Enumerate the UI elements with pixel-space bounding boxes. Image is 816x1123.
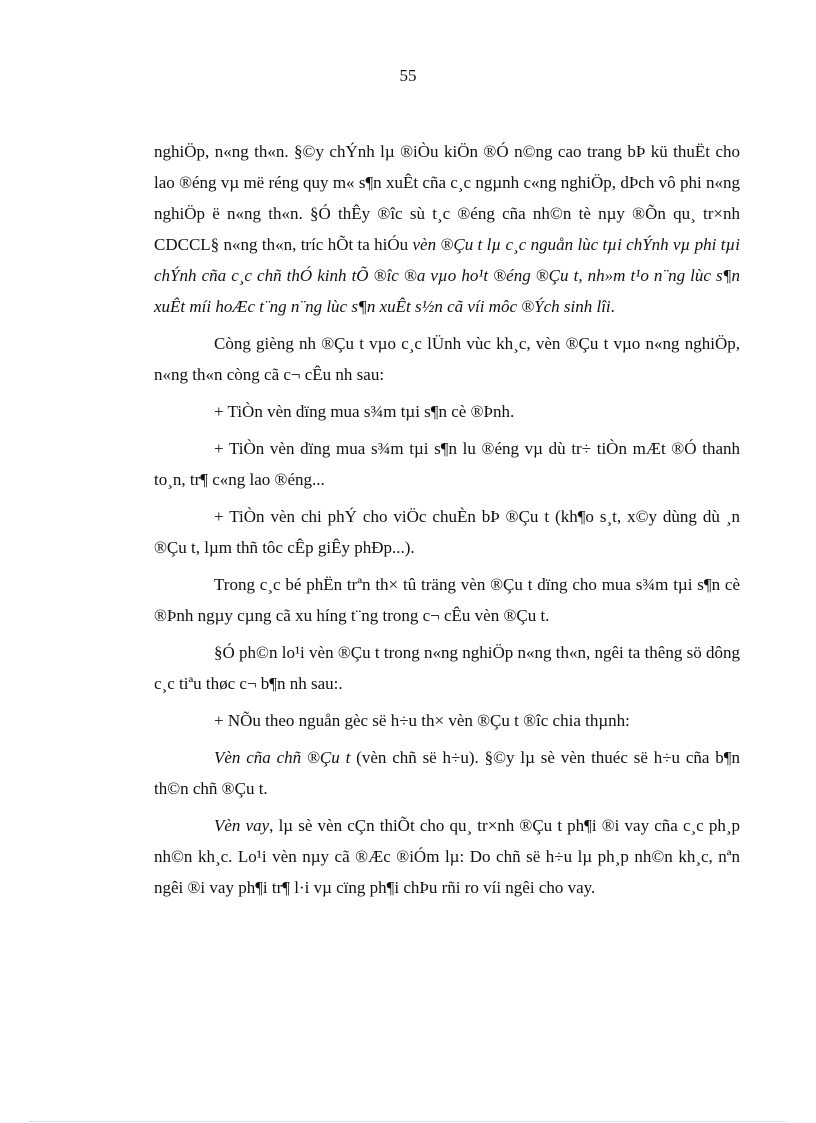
paragraph-7: §Ó ph©n lo¹i vèn ®Çu t trong n«ng nghiÖp n«ng th«n, ngêi ta thêng sö dông c¸c tiªu thøc c¬ b¶n nh sau:.	[154, 643, 740, 693]
page-number: 55	[399, 66, 417, 85]
paragraph-1	[154, 136, 740, 322]
list-item-fixed-assets: + TiÒn vèn dïng mua s¾m tµi s¶n cè ®Þnh.	[214, 402, 515, 421]
document-body	[154, 136, 740, 909]
paragraph-2: Còng gièng nh ®Çu t vµo c¸c lÜnh vùc kh¸c, vèn ®Çu t vµo n«ng nghiÖp, n«ng th«n còng cã c¬ cÊu nh sau:	[154, 334, 740, 384]
paragraph-6: Trong c¸c bé phËn trªn th× tû träng vèn ®Çu t dïng cho mua s¾m tµi s¶n cè ®Þnh ngµy cµng cã xu híng t¨ng trong c¬ cÊu vèn ®Çu t.	[154, 575, 740, 625]
list-item-preparation-costs: + TiÒn vèn chi phÝ cho viÖc chuÈn bÞ ®Çu t (kh¶o s¸t, x©y dùng dù ¸n ®Çu t, lµm thñ tôc cÊp giÊy phÐp...).	[154, 507, 740, 557]
investment-definition: vèn ®Çu t lµ c¸c nguån lùc tµi chÝnh vµ phi tµi chÝnh cña c¸c chñ thÓ kinh tÕ ®îc ®a vµo ho¹t ®éng ®Çu t, nh»m t¹o n¨ng lùc s¶n xuÊt míi hoÆc t¨ng n¨ng lùc s¶n xuÊt s½n cã víi môc ®Ých sinh lîi	[154, 235, 740, 316]
paragraph-equity-capital	[154, 742, 740, 804]
page-bottom-divider	[30, 1121, 786, 1122]
equity-capital-term: Vèn cña chñ ®Çu t	[214, 748, 351, 767]
paragraph-1-text: nghiÖp, n«ng th«n. §©y chÝnh lµ ®iÒu kiÖn ®Ó n©ng cao trang bÞ kü thuËt cho lao ®éng vµ më réng quy m« s¶n xuÊt cña c¸c ngµnh c«ng nghiÖp, dÞch vô phi n«ng nghiÖp ë n«ng th«n. §Ó thÊy ®îc sù t¸c ®éng cña nh©n tè nµy ®Õn qu¸ tr×nh CDCCL§ n«ng th«n, tríc hÕt ta hiÓu	[154, 142, 740, 254]
paragraph-loan-capital	[154, 810, 740, 903]
loan-capital-term: Vèn vay	[214, 816, 270, 835]
equity-capital-text: (vèn chñ së h÷u). §©y lµ sè vèn thuéc së h÷u cña b¶n th©n chñ ®Çu t.	[154, 748, 740, 798]
paragraph-1-end: .	[610, 297, 615, 316]
loan-capital-text: , lµ sè vèn cÇn thiÕt cho qu¸ tr×nh ®Çu t ph¶i ®i vay cña c¸c ph¸p nh©n kh¸c. Lo¹i vèn nµy cã ®Æc ®iÓm lµ: Do chñ së h÷u lµ ph¸p nh©n kh¸c, nªn ngêi ®i vay ph¶i tr¶ l·i vµ cïng ph¶i chÞu rñi ro víi ngêi cho vay.	[154, 816, 740, 897]
list-item-current-assets: + TiÒn vèn dïng mua s¾m tµi s¶n lu ®éng vµ dù tr÷ tiÒn mÆt ®Ó thanh to¸n, tr¶ c«ng lao ®éng...	[154, 439, 740, 489]
list-item-ownership: + NÕu theo nguån gèc së h÷u th× vèn ®Çu t ®îc chia thµnh:	[214, 711, 630, 730]
